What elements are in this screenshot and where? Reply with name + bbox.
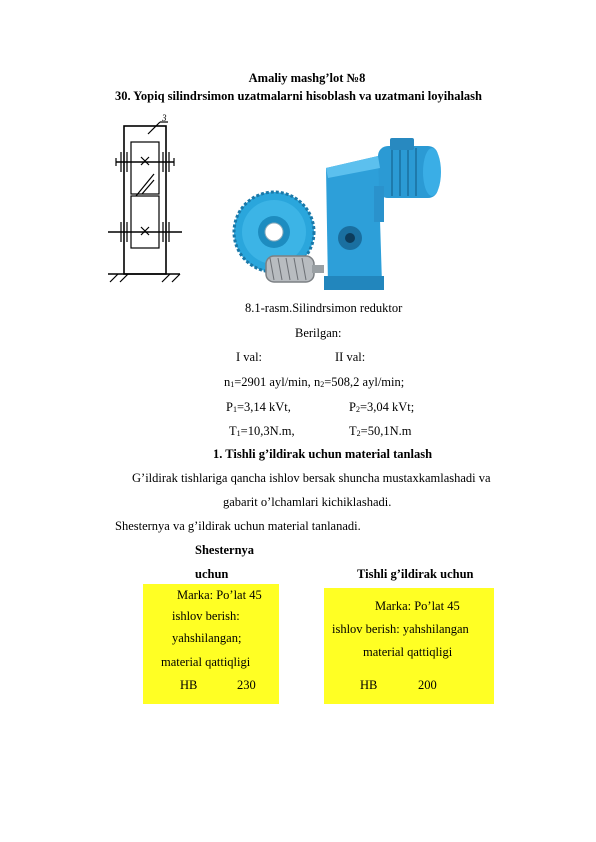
wheel-grade: Marka: Po’lat 45 xyxy=(375,599,460,613)
page-subtitle: 30. Yopiq silindrsimon uzatmalarni hisoblash va uzatmani loyihalash xyxy=(115,89,482,103)
param-t1: $T_1=10,3N.m$, xyxy=(229,424,295,438)
pinion-treatment-label: ishlov berish: xyxy=(172,609,240,623)
reducer-scheme-diagram xyxy=(104,112,184,292)
pinion-grade: Marka: Po’lat 45 xyxy=(177,588,262,602)
param-t2: $T_2=50,1N.m$ xyxy=(349,424,412,438)
wheel-treatment: ishlov berish: yahshilangan xyxy=(332,622,469,636)
shaft-1-heading: I val: xyxy=(236,350,263,364)
pinion-heading-line-1: Shesternya xyxy=(195,543,255,557)
gear-illustration xyxy=(228,186,324,290)
figure-caption: 8.1-rasm.Silindrsimon reduktor xyxy=(245,301,403,315)
given-heading: Berilgan: xyxy=(295,326,342,340)
paragraph-line-1: G’ildirak tishlariga qancha ishlov bersak shuncha mustaxkamlashadi va xyxy=(132,471,491,485)
section-heading: 1. Tishli g’ildirak uchun material tanlash xyxy=(213,447,433,461)
pinion-hb-value: 230 xyxy=(237,678,256,692)
param-n2: $n_2=508,2$ ayl/min; xyxy=(314,375,405,389)
paragraph-line-3: Shesternya va g’ildirak uchun material tanlanadi. xyxy=(115,519,361,533)
pinion-material-box xyxy=(143,584,279,704)
wheel-hardness-label: material qattiqligi xyxy=(363,645,453,659)
scheme-label: 3 xyxy=(162,113,167,123)
param-p2: $P_2=3,04$ kVt; xyxy=(349,400,415,414)
pinion-hb-label: HB xyxy=(180,678,198,692)
wheel-hb-value: 200 xyxy=(418,678,437,692)
pinion-treatment-value: yahshilangan; xyxy=(172,631,242,645)
param-n1: $n_1=2901$ ayl/min, xyxy=(224,375,311,389)
shaft-2-heading: II val: xyxy=(335,350,366,364)
wheel-heading: Tishli g’ildirak uchun xyxy=(357,567,474,581)
wheel-hb-label: HB xyxy=(360,678,378,692)
pinion-heading-line-2: uchun xyxy=(195,567,229,581)
param-p1: $P_1=3,14$ kVt, xyxy=(226,400,291,414)
pinion-hardness-label: material qattiqligi xyxy=(161,655,251,669)
page-title: Amaliy mashg’lot №8 xyxy=(248,71,366,85)
paragraph-line-2: gabarit o’lchamlari kichiklashadi. xyxy=(223,495,392,509)
wheel-material-box xyxy=(324,588,494,704)
reducer-illustration xyxy=(320,128,442,292)
